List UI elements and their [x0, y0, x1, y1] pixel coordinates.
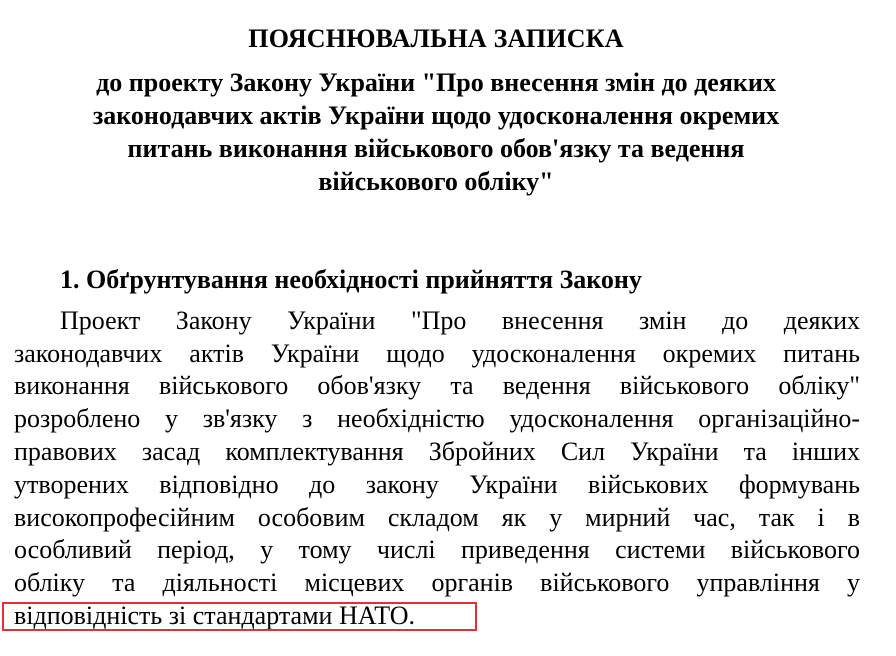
paragraph-line: виконання військового обов'язку та ведення військового обліку" — [14, 371, 860, 400]
subtitle-line: військового обліку" — [318, 167, 554, 196]
document-title: ПОЯСНЮВАЛЬНА ЗАПИСКА — [248, 24, 624, 53]
paragraph-line: високопрофесійним особовим складом як у мирний час, так і в — [14, 503, 860, 532]
subtitle-line: до проекту Закону України "Про внесення змін до деяких — [96, 68, 776, 97]
subtitle-line: законодавчих актів України щодо удосконалення окремих — [92, 101, 780, 130]
paragraph-line: законодавчих актів України щодо удосконалення окремих питань — [14, 339, 860, 368]
paragraph-line: правових засад комплектування Збройних Сил України та інших — [14, 437, 860, 466]
section-heading: 1. Обґрунтування необхідності прийняття Закону — [60, 265, 642, 294]
paragraph-line: особливий період, у тому числі приведення системи військового — [14, 535, 860, 564]
paragraph-line: розроблено у зв'язку з необхідністю удосконалення організаційно- — [14, 404, 860, 433]
paragraph-line: утворених відповідно до закону України військових формувань — [14, 470, 860, 499]
paragraph-line: Проект Закону України "Про внесення змін до деяких — [60, 306, 860, 335]
document-subtitle — [26, 66, 846, 198]
paragraph-line: обліку та діяльності місцевих органів військового управління у — [14, 568, 860, 597]
paragraph-line-highlighted: відповідність зі стандартами НАТО. — [14, 601, 416, 630]
subtitle-line: питань виконання військового обов'язку та ведення — [127, 134, 745, 163]
